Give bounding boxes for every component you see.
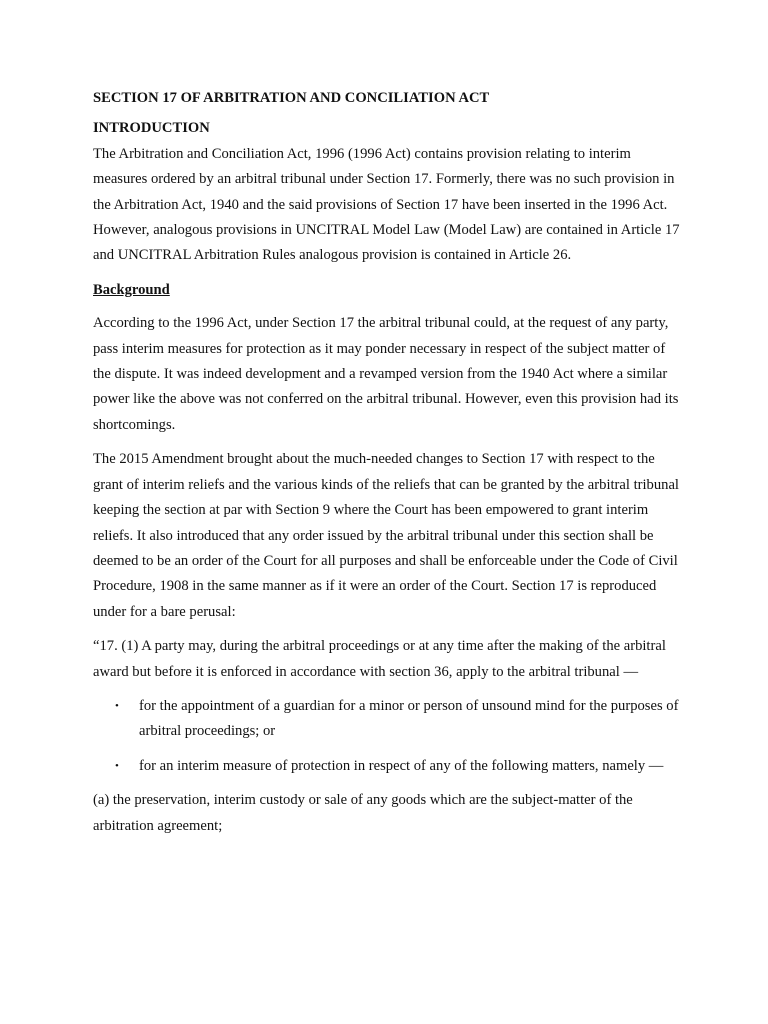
background-paragraph-1: According to the 1996 Act, under Section 17 the arbitral tribunal could, at the request of any party, pass interim measures for protection as it may ponder necessary in respect of the subject matter of the dispute. It was indeed development and a revamped version from the 1940 Act where a similar power like the above was not conferred on the arbitral tribunal. However, even this provision had its shortcomings. (93, 315, 679, 433)
list-item-text: for the appointment of a guardian for a minor or person of unsound mind for the purposes of arbitral proceedings; or (139, 697, 679, 740)
clause-a: (a) the preservation, interim custody or sale of any goods which are the subject-matter of the arbitration agreement; (93, 792, 633, 834)
document-page (93, 86, 683, 848)
background-paragraph-2: The 2015 Amendment brought about the much-needed changes to Section 17 with respect to the grant of interim reliefs and the various kinds of the reliefs that can be granted by the arbitral tribunal keeping the section at par with Section 9 where the Court has been empowered to grant interim reliefs. It also introduced that any order issued by the arbitral tribunal under this section shall be deemed to be an order of the Court for all purposes and shall be enforceable under the Code of Civil Procedure, 1908 in the same manner as if it were an order of the Court. Section 17 is reproduced under for a bare perusal: (93, 451, 679, 620)
introduction-heading: INTRODUCTION (93, 120, 210, 137)
document-title: SECTION 17 OF ARBITRATION AND CONCILIATION ACT (93, 90, 490, 106)
bullet-icon: • (115, 699, 119, 712)
list-item (115, 694, 683, 745)
background-heading: Background (93, 281, 170, 298)
list-item (115, 754, 683, 779)
bullet-list (93, 694, 683, 779)
bullet-icon: • (115, 759, 119, 772)
section-17-quote: “17. (1) A party may, during the arbitral proceedings or at any time after the making of the arbitral award but before it is enforced in accordance with section 36, apply to the arbitral tribunal — (93, 638, 666, 680)
introduction-paragraph: The Arbitration and Conciliation Act, 1996 (1996 Act) contains provision relating to interim measures ordered by an arbitral tribunal under Section 17. Formerly, there was no such provision in the Arbitration Act, 1940 and the said provisions of Section 17 have been inserted in the 1996 Act. However, analogous provisions in UNCITRAL Model Law (Model Law) are contained in Article 17 and UNCITRAL Arbitration Rules analogous provision is contained in Article 26. (93, 145, 680, 264)
list-item-text: for an interim measure of protection in respect of any of the following matters, namely — (139, 757, 664, 774)
